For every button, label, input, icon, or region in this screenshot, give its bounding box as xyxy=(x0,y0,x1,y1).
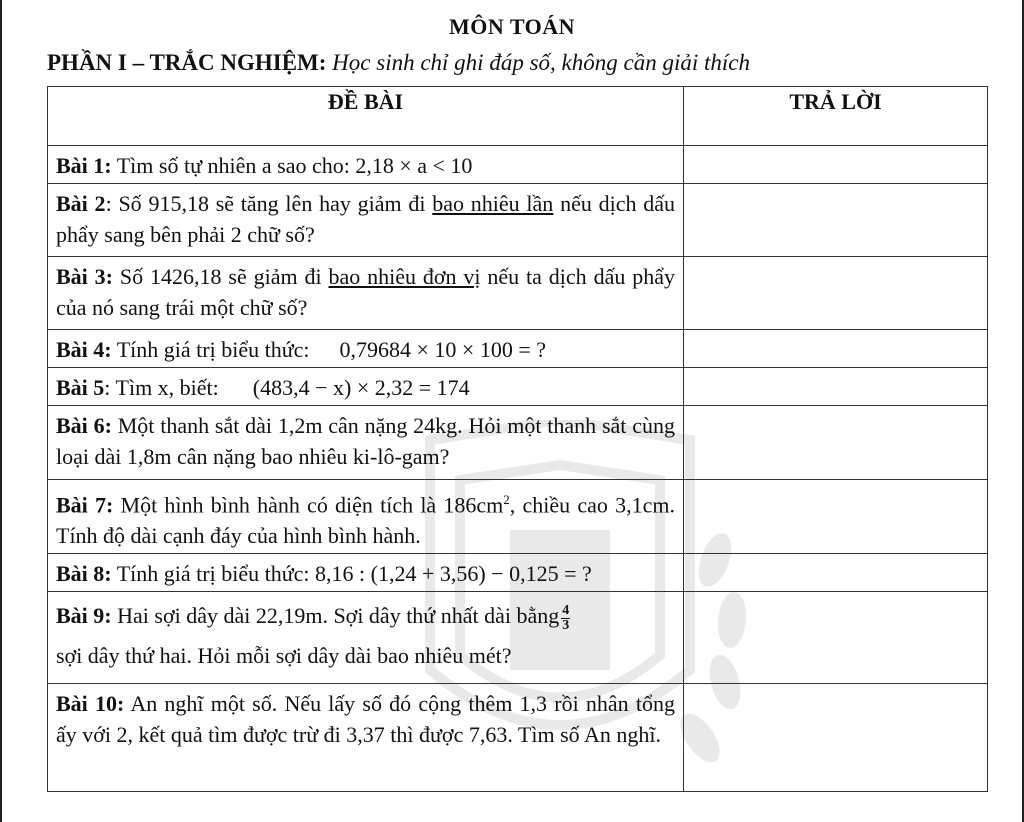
question-text: nếu dịch dấu phẩy sang bên phải 2 chữ số? xyxy=(56,191,676,247)
table-row xyxy=(48,592,988,684)
section-note: Học sinh chỉ ghi đáp số, không cần giải thích xyxy=(332,50,750,75)
question-text: Một hình bình hành có diện tích là 186cm xyxy=(113,492,504,518)
question-number: Bài 3: xyxy=(56,264,113,289)
table-row xyxy=(48,368,988,406)
answer-cell[interactable] xyxy=(684,592,988,684)
table-row xyxy=(48,146,988,184)
question-text: Hai sợi dây dài 22,19m. Sợi dây thứ nhất dài bằng xyxy=(111,603,560,629)
question-underline: bao nhiêu lần xyxy=(432,191,554,216)
question-cell xyxy=(48,184,684,257)
question-cell xyxy=(48,368,684,406)
table-row xyxy=(48,330,988,368)
answer-cell[interactable] xyxy=(684,257,988,330)
table-row xyxy=(48,184,988,257)
question-number: Bài 2 xyxy=(56,191,106,216)
question-underline: bao nhiêu đơn vị xyxy=(328,264,481,289)
question-number: Bài 7: xyxy=(56,492,114,518)
table-row xyxy=(48,554,988,592)
answer-cell[interactable] xyxy=(684,184,988,257)
question-text: Tính giá trị biểu thức: xyxy=(111,337,310,362)
question-number: Bài 9: xyxy=(56,603,112,629)
question-cell xyxy=(48,554,684,592)
fraction-numerator: 4 xyxy=(562,602,570,618)
question-text: Số 1426,18 sẽ giảm đi xyxy=(113,264,329,289)
question-cell xyxy=(48,406,684,480)
header-answer: TRẢ LỜI xyxy=(684,87,988,146)
question-text: nếu ta dịch dấu phẩy của nó sang trái một chữ số? xyxy=(56,264,675,320)
answer-cell[interactable] xyxy=(684,146,988,184)
table-row xyxy=(48,480,988,554)
question-superscript: 2 xyxy=(503,492,510,507)
question-cell xyxy=(48,592,684,684)
question-number: Bài 5 xyxy=(56,375,105,400)
answer-cell[interactable] xyxy=(684,330,988,368)
question-number: Bài 8: xyxy=(56,561,112,587)
table-row xyxy=(48,257,988,330)
fraction xyxy=(561,604,570,633)
question-math: 0,79684 × 10 × 100 = ? xyxy=(339,337,546,362)
question-text: An nghĩ một số. Nếu lấy số đó cộng thêm 1,3 rồi nhân tổng ấy với 2, kết quả tìm được trừ đi 3,37 thì được 7,63. Tìm số An nghĩ. xyxy=(56,691,675,748)
question-math: 8,16 : (1,24 + 3,56) − 0,125 = ? xyxy=(315,561,592,587)
question-math: (483,4 − x) × 2,32 = 174 xyxy=(252,375,470,400)
page-frame-left xyxy=(0,0,2,822)
question-cell xyxy=(48,257,684,330)
answer-cell[interactable] xyxy=(684,684,988,792)
answer-cell[interactable] xyxy=(684,368,988,406)
section-heading xyxy=(47,50,750,76)
question-cell xyxy=(48,146,684,184)
question-text: sợi dây thứ hai. Hỏi mỗi sợi dây dài bao nhiêu mét? xyxy=(56,643,512,669)
question-number: Bài 1: xyxy=(56,153,112,178)
quiz-table xyxy=(47,86,988,792)
question-number: Bài 6: xyxy=(56,413,112,438)
answer-cell[interactable] xyxy=(684,554,988,592)
question-cell xyxy=(48,480,684,554)
fraction-denominator: 3 xyxy=(562,617,570,633)
question-text: : Tìm x, biết: xyxy=(104,375,219,400)
question-cell xyxy=(48,684,684,792)
table-row xyxy=(48,406,988,480)
question-number: Bài 10: xyxy=(56,691,125,717)
table-row xyxy=(48,684,988,792)
question-number: Bài 4: xyxy=(56,337,112,362)
answer-cell[interactable] xyxy=(684,406,988,480)
section-label: PHẦN I – TRẮC NGHIỆM: xyxy=(47,50,327,75)
answer-cell[interactable] xyxy=(684,480,988,554)
question-text: : Số 915,18 sẽ tăng lên hay giảm đi xyxy=(105,191,433,216)
question-text: Tính giá trị biểu thức: xyxy=(111,561,315,587)
question-text: Tìm số tự nhiên a sao cho: xyxy=(111,153,356,178)
page-title: MÔN TOÁN xyxy=(448,14,576,39)
question-cell xyxy=(48,330,684,368)
question-text: Một thanh sắt dài 1,2m cân nặng 24kg. Hỏi một thanh sắt cùng loại dài 1,8m cân nặng bao nhiêu ki-lô-gam? xyxy=(56,413,675,469)
header-question: ĐỀ BÀI xyxy=(48,87,684,146)
question-math: 2,18 × a < 10 xyxy=(355,153,473,178)
question-text: , chiều cao 3,1cm. Tính độ dài cạnh đáy của hình bình hành. xyxy=(56,492,675,549)
